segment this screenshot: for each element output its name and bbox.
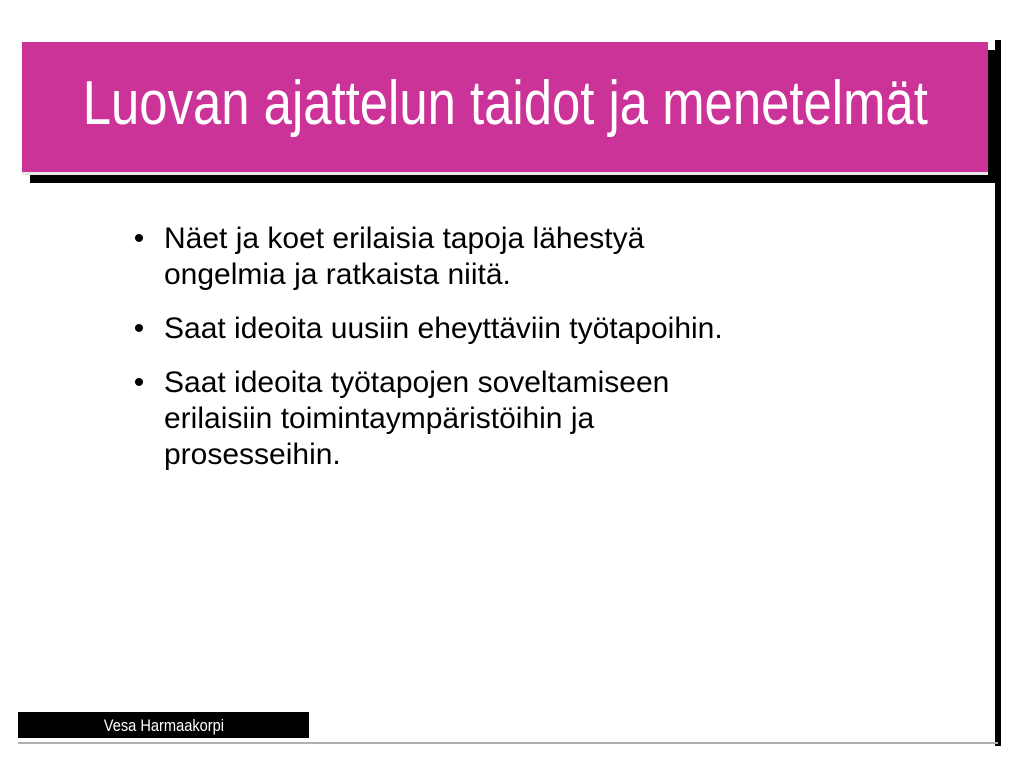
- bullet-line: Saat ideoita uusiin eheyttäviin työtapoihin.: [164, 312, 723, 345]
- footer-divider: [18, 742, 998, 744]
- bullet-item: [124, 311, 924, 347]
- bullet-list: [124, 221, 924, 491]
- bullet-line: prosesseihin.: [164, 438, 341, 471]
- bullet-item: [124, 221, 924, 293]
- bullet-line: ongelmia ja ratkaista niitä.: [164, 258, 511, 291]
- bullet-dot-icon: •: [133, 312, 145, 345]
- bullet-line: erilaisiin toimintaympäristöihin ja: [164, 402, 595, 435]
- bullet-dot-icon: •: [133, 366, 145, 399]
- slide-title: Luovan ajattelun taidot ja menetelmät: [82, 69, 928, 138]
- footer-author: Vesa Harmaakorpi: [103, 715, 224, 735]
- bullet-dot-icon: •: [133, 222, 145, 255]
- footer-bar: [18, 712, 309, 738]
- title-banner: [22, 42, 988, 175]
- bullet-line: Näet ja koet erilaisia tapoja lähestyä: [164, 222, 645, 255]
- bullet-item: [124, 365, 924, 473]
- bullet-line: Saat ideoita työtapojen soveltamiseen: [164, 366, 670, 399]
